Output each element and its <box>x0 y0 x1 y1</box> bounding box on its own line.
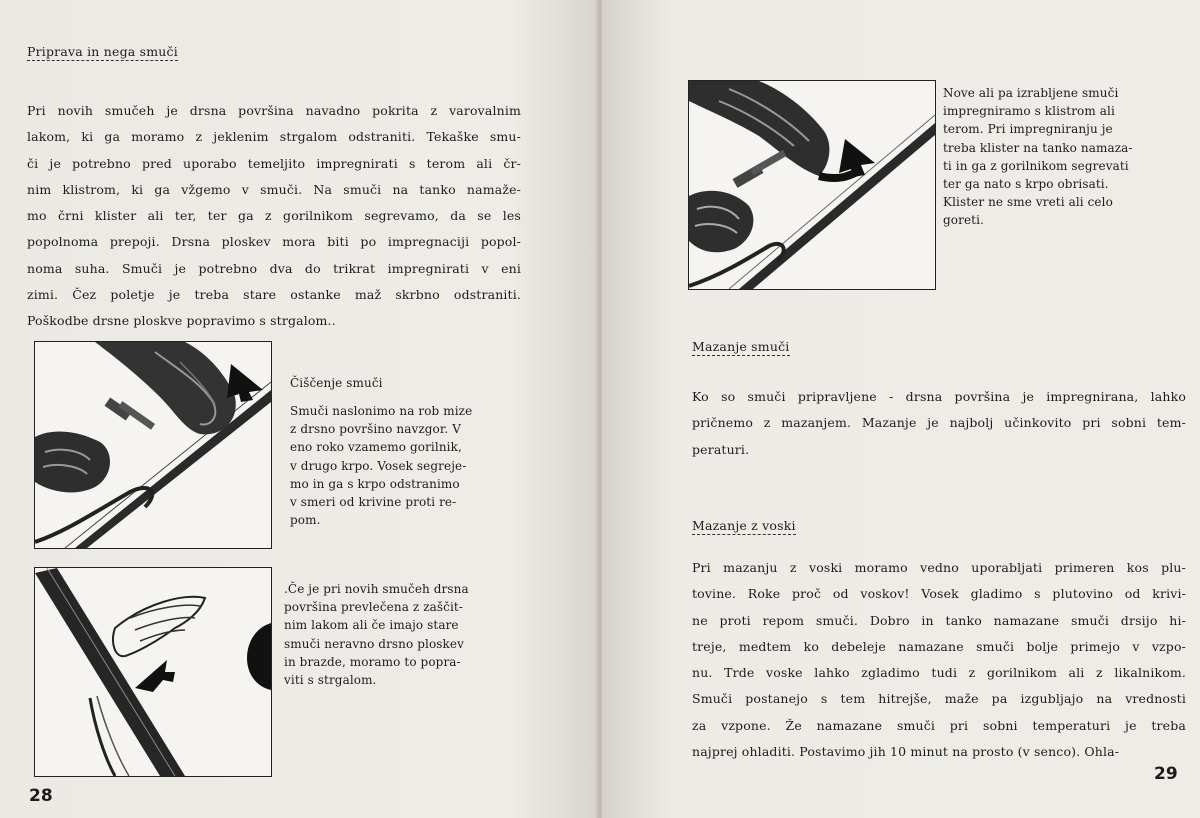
text-line: Pri mazanju z voski moramo vedno uporabljati primeren kos plu- <box>692 560 1186 575</box>
wax-heading: Mazanje z voski <box>692 518 796 533</box>
cleaning-drawing <box>35 342 271 548</box>
left-heading: Priprava in nega smuči <box>27 44 178 59</box>
intro-paragraph <box>27 98 521 335</box>
text-line: nu. Trde voske lahko zgladimo tudi z gorilnikom ali z likalnikom. <box>692 665 1186 681</box>
text-line: Smuči postanejo s tem hitrejše, maže pa izgubljajo na vrednosti <box>692 691 1186 707</box>
page-number-right: 29 <box>1154 764 1178 784</box>
text-line: Pri novih smučeh je drsna površina navadno pokrita z varovalnim <box>27 103 521 118</box>
impregnation-drawing <box>689 81 935 289</box>
text-line: najprej ohladiti. Postavimo jih 10 minut na prosto (v senco). Ohla- <box>692 744 1120 760</box>
text-line: treje, medtem ko debeleje namazane smuči bolje primejo v vzpo- <box>692 638 1186 654</box>
text-line: či je potrebno pred uporabo temeljito impregnirati s terom ali čr- <box>27 155 521 171</box>
scraper-caption: .Če je pri novih smučeh drsna površina prevlečena z zaščit- nim lakom ali če imajo stare smuči neravno drsno ploskev in brazde, moramo to popra- viti s strgalom. <box>284 582 469 688</box>
text-line: pričnemo z mazanjem. Mazanje je najbolj učinkovito pri sobni tem- <box>692 415 1186 431</box>
wax-paragraph <box>692 555 1186 765</box>
illustration-scraper <box>34 567 272 777</box>
left-page <box>0 0 598 818</box>
page-number-left: 28 <box>29 786 53 806</box>
text-line: popolnoma prepoji. Drsna ploskev mora biti po impregnaciji popol- <box>27 234 521 250</box>
text-line: ne proti repom smuči. Dobro in tanko namazane smuči drsijo hi- <box>692 612 1186 628</box>
text-line: zimi. Čez poletje je treba stare ostanke maž skrbno odstraniti. <box>27 287 521 303</box>
cleaning-title: Čiščenje smuči <box>290 376 383 390</box>
cleaning-caption: Smuči naslonimo na rob mize z drsno površino navzgor. V eno roko vzamemo gorilnik, v drugo krpo. Vosek segreje- mo in ga s krpo odstranimo v smeri od krivine proti re- pom. <box>290 404 473 528</box>
text-line: Poškodbe drsne ploskve popravimo s strgalom.. <box>27 313 336 329</box>
impregnation-caption: Nove ali pa izrabljene smuči impregniramo s klistrom ali terom. Pri impregniranju je treba klister na tanko namaza- ti in ga z gorilnikom segrevati ter ga nato s krpo obrisati. Klister ne sme vreti ali celo goreti. <box>943 86 1133 228</box>
illustration-impregnation <box>688 80 936 290</box>
waxing-heading: Mazanje smuči <box>692 339 790 354</box>
text-line: tovine. Roke proč od voskov! Vosek gladimo s plutovino od krivi- <box>692 586 1186 602</box>
illustration-cleaning <box>34 341 272 549</box>
text-line: Ko so smuči pripravljene - drsna površina je impregnirana, lahko <box>692 389 1186 404</box>
text-line: mo črni klister ali ter, ter ga z gorilnikom segrevamo, da se les <box>27 208 521 224</box>
text-line: lakom, ki ga moramo z jeklenim strgalom odstraniti. Tekaške smu- <box>27 129 521 145</box>
text-line: nim klistrom, ki ga vžgemo v smuči. Na smuči na tanko namaže- <box>27 181 521 197</box>
waxing-paragraph <box>692 384 1186 463</box>
text-line: peraturi. <box>692 441 750 457</box>
scraper-drawing <box>35 568 271 776</box>
text-line: noma suha. Smuči je potrebno dva do trikrat impregnirati v eni <box>27 260 521 276</box>
right-page <box>602 0 1200 818</box>
text-line: za vzpone. Že namazane smuči pri sobni temperaturi je treba <box>692 717 1186 733</box>
